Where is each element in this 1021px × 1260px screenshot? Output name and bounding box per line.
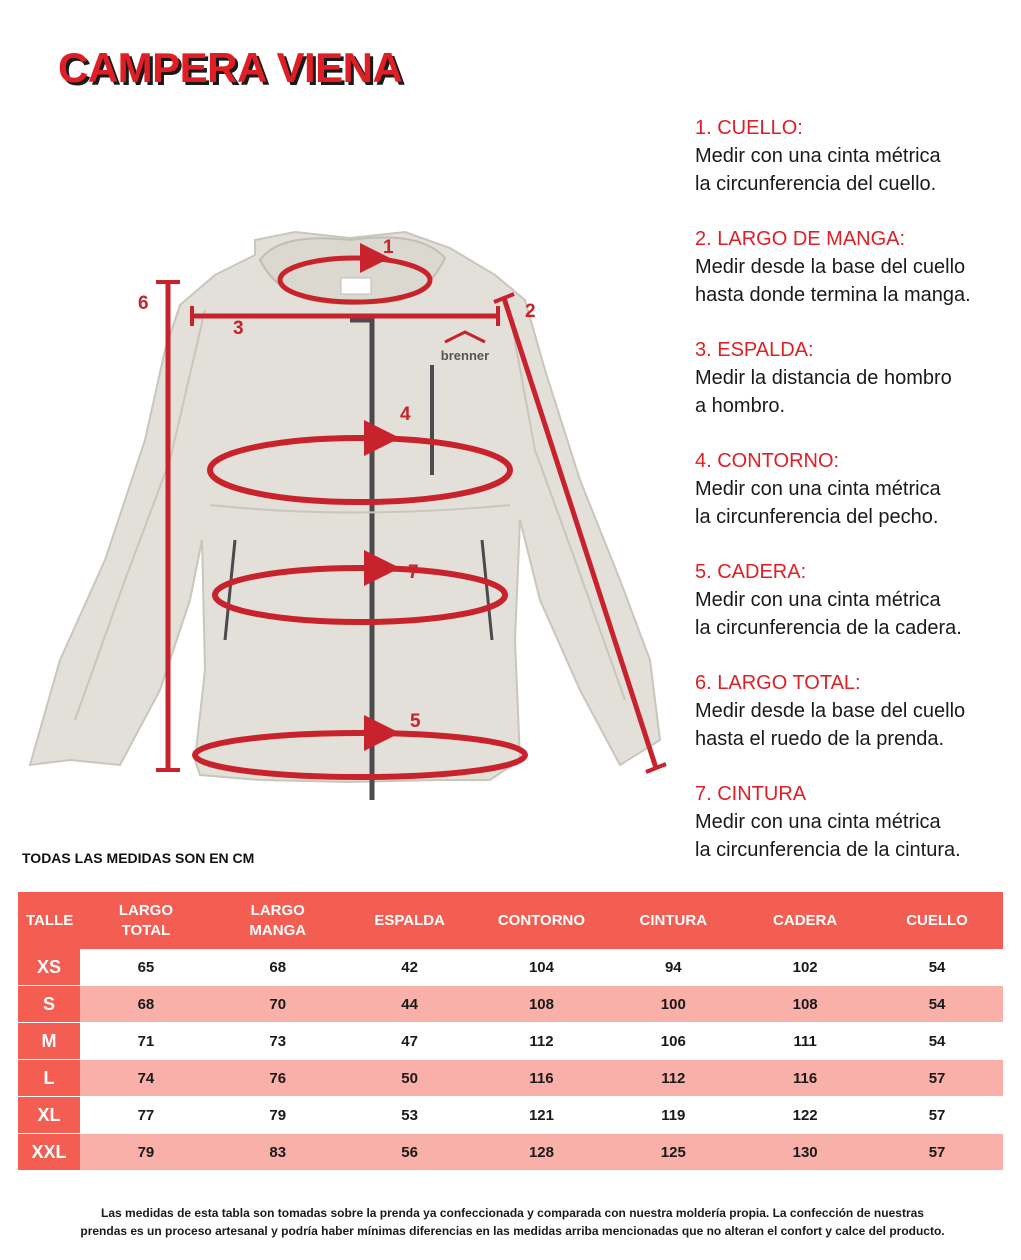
table-cell: 76 (212, 1060, 344, 1097)
jacket-measurement-diagram (20, 220, 690, 820)
header-line: MANGA (249, 921, 307, 939)
guide-text: hasta donde termina la manga. (695, 284, 971, 306)
table-cell: 112 (607, 1060, 739, 1097)
table-cell: 121 (476, 1097, 608, 1134)
diagram-number-6: 6 (138, 293, 149, 314)
header-largo-manga (212, 892, 344, 949)
diagram-number-7: 7 (408, 562, 419, 583)
table-cell: 108 (739, 986, 871, 1023)
table-cell: 79 (212, 1097, 344, 1134)
table-cell: 42 (344, 949, 476, 986)
table-cell: 73 (212, 1023, 344, 1060)
table-cell: 108 (476, 986, 608, 1023)
header-line: LARGO (118, 901, 173, 919)
guide-text: a hombro. (695, 395, 786, 417)
table-row (18, 1134, 1003, 1171)
measurement-guide (695, 114, 1015, 891)
table-cell: 56 (344, 1134, 476, 1171)
table-cell: 104 (476, 949, 608, 986)
table-cell: 79 (80, 1134, 212, 1171)
header-espalda: ESPALDA (344, 892, 476, 949)
header-cadera: CADERA (739, 892, 871, 949)
guide-text: la circunferencia del cuello. (695, 173, 937, 195)
table-cell: 112 (476, 1023, 608, 1060)
table-cell: 54 (871, 949, 1003, 986)
table-cell: 65 (80, 949, 212, 986)
collar-label (341, 278, 371, 294)
table-cell: 116 (739, 1060, 871, 1097)
table-row (18, 1097, 1003, 1134)
guide-title: 6. LARGO TOTAL: (695, 672, 861, 694)
table-row (18, 986, 1003, 1023)
header-contorno: CONTORNO (476, 892, 608, 949)
guide-item-sleeve (695, 225, 1015, 336)
table-cell: 53 (344, 1097, 476, 1134)
guide-item-total-length (695, 669, 1015, 780)
guide-title: 5. CADERA: (695, 561, 807, 583)
table-cell: 111 (739, 1023, 871, 1060)
guide-text: Medir la distancia de hombro (695, 367, 952, 389)
guide-title: 4. CONTORNO: (695, 450, 840, 472)
guide-text: la circunferencia de la cintura. (695, 839, 961, 861)
diagram-number-5: 5 (410, 711, 421, 732)
disclaimer-footnote (30, 1204, 995, 1240)
size-chart-table (18, 892, 1003, 1171)
guide-text: hasta el ruedo de la prenda. (695, 728, 945, 750)
size-cell: XS (18, 949, 80, 986)
table-row (18, 1060, 1003, 1097)
guide-item-chest (695, 447, 1015, 558)
table-cell: 106 (607, 1023, 739, 1060)
guide-text: la circunferencia del pecho. (695, 506, 939, 528)
size-cell: S (18, 986, 80, 1023)
table-cell: 47 (344, 1023, 476, 1060)
guide-text: Medir con una cinta métrica (695, 478, 941, 500)
size-cell: XL (18, 1097, 80, 1134)
table-cell: 57 (871, 1134, 1003, 1171)
table-cell: 130 (739, 1134, 871, 1171)
guide-title: 3. ESPALDA: (695, 339, 814, 361)
table-cell: 71 (80, 1023, 212, 1060)
guide-item-back (695, 336, 1015, 447)
table-cell: 54 (871, 986, 1003, 1023)
brand-logo-text: brenner (440, 348, 490, 363)
guide-item-waist (695, 780, 1015, 891)
table-cell: 77 (80, 1097, 212, 1134)
guide-item-hip (695, 558, 1015, 669)
table-cell: 74 (80, 1060, 212, 1097)
table-cell: 57 (871, 1060, 1003, 1097)
guide-item-neck (695, 114, 1015, 225)
table-cell: 68 (212, 949, 344, 986)
size-cell: M (18, 1023, 80, 1060)
guide-text: Medir con una cinta métrica (695, 811, 941, 833)
table-cell: 44 (344, 986, 476, 1023)
table-cell: 100 (607, 986, 739, 1023)
diagram-number-2: 2 (525, 301, 536, 322)
table-cell: 125 (607, 1134, 739, 1171)
guide-text: Medir desde la base del cuello (695, 256, 966, 278)
size-cell: L (18, 1060, 80, 1097)
guide-text: Medir desde la base del cuello (695, 700, 966, 722)
header-size: TALLE (18, 892, 80, 949)
page-title: CAMPERA VIENA (58, 44, 403, 91)
footnote-line: prendas es un proceso artesanal y podría haber mínimas diferencias en las medidas arriba mencionadas que no alteran el confort y calce del producto. (80, 1224, 945, 1238)
table-header-row (18, 892, 1003, 949)
table-cell: 128 (476, 1134, 608, 1171)
guide-text: Medir con una cinta métrica (695, 589, 941, 611)
table-cell: 94 (607, 949, 739, 986)
guide-title: 7. CINTURA (695, 783, 807, 805)
table-cell: 68 (80, 986, 212, 1023)
diagram-number-4: 4 (400, 404, 411, 425)
table-cell: 54 (871, 1023, 1003, 1060)
table-cell: 57 (871, 1097, 1003, 1134)
diagram-number-3: 3 (233, 318, 244, 339)
header-cintura: CINTURA (607, 892, 739, 949)
guide-title: 1. CUELLO: (695, 117, 803, 139)
header-largo-total (80, 892, 212, 949)
table-row (18, 949, 1003, 986)
table-cell: 70 (212, 986, 344, 1023)
size-cell: XXL (18, 1134, 80, 1171)
table-cell: 116 (476, 1060, 608, 1097)
footnote-line: Las medidas de esta tabla son tomadas sobre la prenda ya confeccionada y comparada con nuestra moldería propia. La confección de nuestras (101, 1206, 924, 1220)
units-note: TODAS LAS MEDIDAS SON EN CM (22, 850, 255, 866)
header-line: LARGO (250, 901, 305, 919)
table-cell: 119 (607, 1097, 739, 1134)
table-cell: 83 (212, 1134, 344, 1171)
guide-title: 2. LARGO DE MANGA: (695, 228, 906, 250)
table-row (18, 1023, 1003, 1060)
table-cell: 122 (739, 1097, 871, 1134)
guide-text: Medir con una cinta métrica (695, 145, 941, 167)
header-line: TOTAL (121, 921, 171, 939)
header-cuello: CUELLO (871, 892, 1003, 949)
table-cell: 102 (739, 949, 871, 986)
table-cell: 50 (344, 1060, 476, 1097)
guide-text: la circunferencia de la cadera. (695, 617, 962, 639)
diagram-number-1: 1 (383, 237, 394, 258)
